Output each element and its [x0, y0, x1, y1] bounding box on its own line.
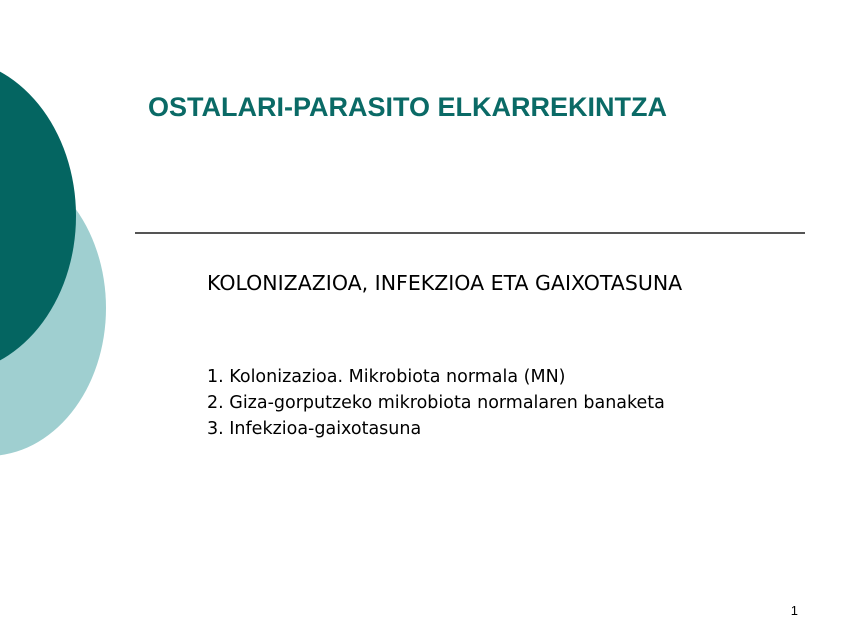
- title-divider: [135, 232, 805, 234]
- agenda-item: 2. Giza-gorputzeko mikrobiota normalaren banaketa: [207, 393, 665, 413]
- agenda-list: [207, 364, 665, 442]
- slide-subtitle: KOLONIZAZIOA, INFEKZIOA ETA GAIXOTASUNA: [207, 271, 683, 295]
- agenda-item: 1. Kolonizazioa. Mikrobiota normala (MN): [207, 367, 566, 387]
- slide-title: OSTALARI-PARASITO ELKARREKINTZA: [148, 92, 667, 122]
- page-number: 1: [790, 603, 798, 618]
- agenda-item: 3. Infekzioa-gaixotasuna: [207, 419, 422, 439]
